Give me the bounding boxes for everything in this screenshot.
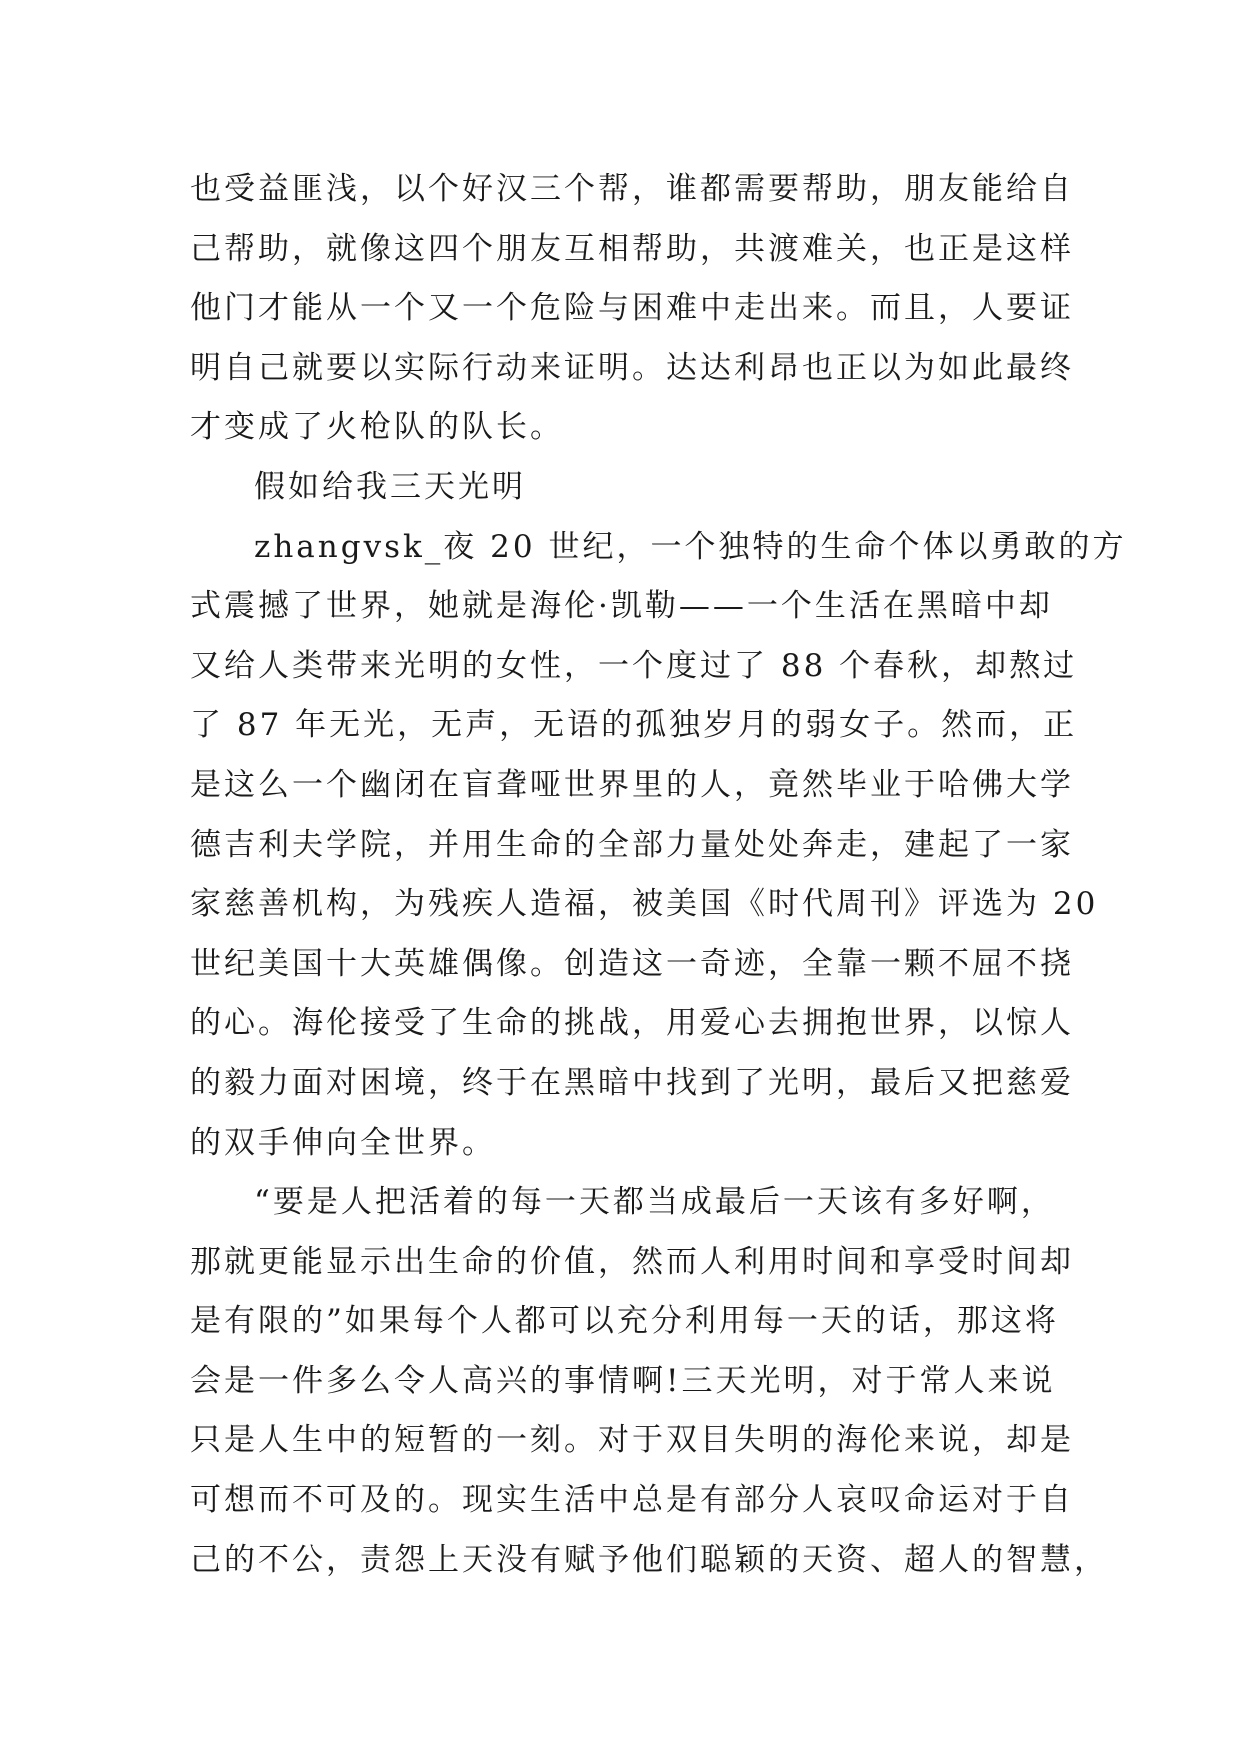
body-line: 是有限的”如果每个人都可以充分利用每一天的话，那这将: [190, 1303, 1059, 1340]
body-line: 那就更能显示出生命的价值，然而人利用时间和享受时间却: [190, 1243, 1074, 1280]
body-line: 明自己就要以实际行动来证明。达达利昂也正以为如此最终: [190, 349, 1074, 386]
body-line: 德吉利夫学院，并用生命的全部力量处处奔走，建起了一家: [190, 826, 1074, 863]
body-line: 可想而不可及的。现实生活中总是有部分人哀叹命运对于自: [190, 1482, 1074, 1519]
body-line: 己帮助，就像这四个朋友互相帮助，共渡难关，也正是这样: [190, 230, 1074, 267]
body-line: 家慈善机构，为残疾人造福，被美国《时代周刊》评选为 20: [190, 886, 1099, 923]
body-line: 了 87 年无光，无声，无语的孤独岁月的弱女子。然而，正: [190, 707, 1078, 744]
body-line: 他门才能从一个又一个危险与困难中走出来。而且，人要证: [190, 290, 1074, 327]
body-line: 己的不公，责怨上天没有赋予他们聪颖的天资、超人的智慧，: [190, 1541, 1108, 1578]
body-line: 又给人类带来光明的女性，一个度过了 88 个春秋，却熬过: [190, 647, 1078, 684]
document-body: [190, 160, 1127, 1590]
body-line: 才变成了火枪队的队长。: [190, 409, 564, 446]
body-line: 世纪美国十大英雄偶像。创造这一奇迹，全靠一颗不屈不挠: [190, 945, 1074, 982]
body-line: zhangvsk_夜 20 世纪，一个独特的生命个体以勇敢的方: [254, 528, 1127, 565]
body-line: 式震撼了世界，她就是海伦·凯勒——一个生活在黑暗中却: [190, 588, 1053, 625]
body-line: 的双手伸向全世界。: [190, 1124, 496, 1161]
section-heading: 假如给我三天光明: [254, 468, 526, 505]
body-line: 的心。海伦接受了生命的挑战，用爱心去拥抱世界，以惊人: [190, 1005, 1074, 1042]
body-line: “要是人把活着的每一天都当成最后一天该有多好啊，: [254, 1184, 1055, 1221]
body-line: 是这么一个幽闭在盲聋哑世界里的人，竟然毕业于哈佛大学: [190, 766, 1074, 803]
body-line: 会是一件多么令人高兴的事情啊!三天光明，对于常人来说: [190, 1362, 1056, 1399]
body-line: 的毅力面对困境，终于在黑暗中找到了光明，最后又把慈爱: [190, 1064, 1074, 1101]
body-line: 也受益匪浅，以个好汉三个帮，谁都需要帮助，朋友能给自: [190, 171, 1074, 207]
body-line: 只是人生中的短暂的一刻。对于双目失明的海伦来说，却是: [190, 1422, 1074, 1459]
